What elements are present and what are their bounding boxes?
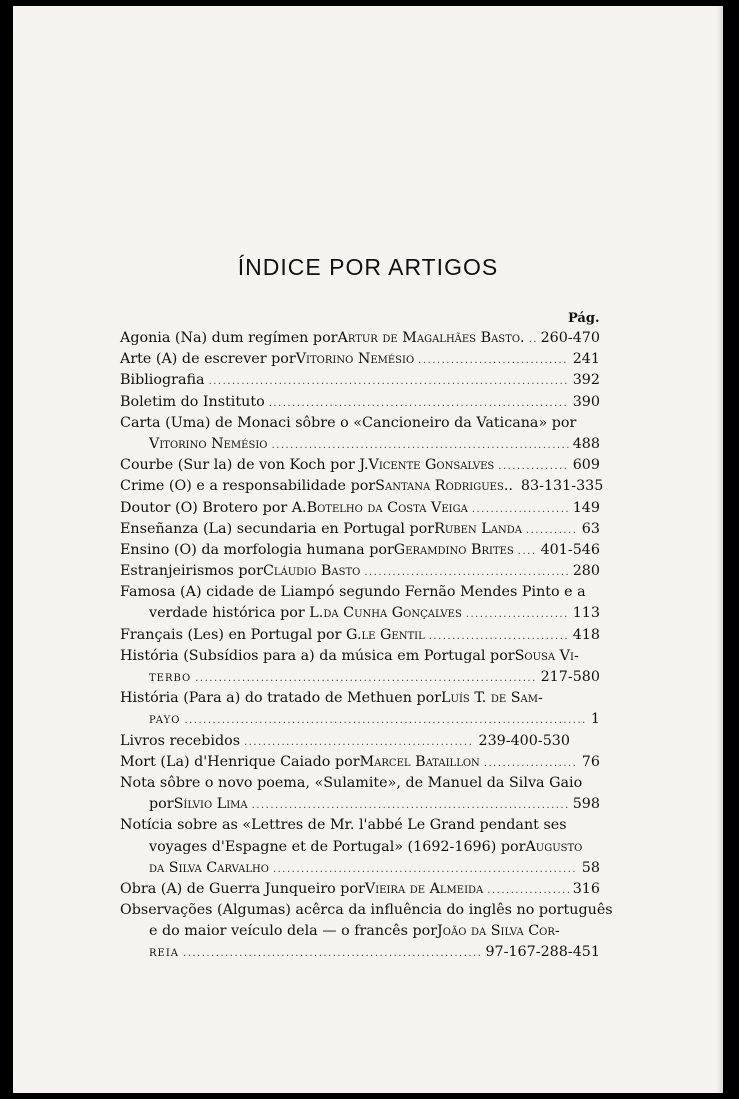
toc-entry bbox=[120, 942, 600, 963]
toc-entry bbox=[120, 625, 600, 646]
entry-title: Boletim do Instituto bbox=[120, 393, 265, 410]
entry-page-number: 1 bbox=[590, 711, 600, 728]
entry-author: Ruben Landa bbox=[434, 520, 522, 537]
toc-entry bbox=[120, 455, 600, 476]
entry-title: voyages d'Espagne et de Portugal» (1692-1696) por bbox=[149, 838, 526, 855]
entry-author: da Cunha Gonçalves bbox=[323, 605, 462, 622]
toc-entry bbox=[120, 328, 600, 349]
entry-author: Cláudio Basto bbox=[262, 563, 361, 580]
entry-author: da Silva Carvalho bbox=[149, 859, 269, 876]
entry-page-number: 83-131-335 bbox=[520, 478, 604, 495]
entry-title: Enseñanza (La) secundaria en Portugal por bbox=[120, 520, 435, 537]
entry-page-number: 97-167-288-451 bbox=[485, 944, 600, 961]
entry-title: Livros recebidos bbox=[120, 732, 241, 749]
entry-author: João da Silva Cor- bbox=[437, 923, 560, 940]
dot-leader bbox=[529, 329, 537, 350]
page-spine-shadow bbox=[717, 6, 723, 1093]
entry-title: e do maior veículo dela — o francês por bbox=[149, 923, 438, 940]
entry-page-number: 418 bbox=[572, 626, 600, 643]
entry-title: Nota sôbre o novo poema, «Sulamite», de Manuel da Silva Gaio bbox=[120, 774, 583, 791]
toc-entry bbox=[120, 731, 600, 752]
dot-leader bbox=[244, 732, 474, 753]
dot-leader bbox=[184, 710, 586, 731]
entry-title: Carta (Uma) de Monaci sôbre o «Cancioneiro da Vaticana» por bbox=[120, 414, 577, 431]
entry-page-number: 241 bbox=[572, 351, 600, 368]
entry-page-number: 390 bbox=[572, 393, 600, 410]
dot-leader bbox=[271, 435, 568, 456]
page-column-label: Pág. bbox=[568, 311, 600, 326]
entry-title: Bibliografia bbox=[120, 372, 205, 389]
page-title: ÍNDICE POR ARTIGOS bbox=[237, 254, 499, 280]
entry-title: TERBO bbox=[149, 673, 192, 684]
toc-entry bbox=[120, 688, 600, 709]
dot-leader bbox=[487, 880, 568, 901]
entry-page-number: 149 bbox=[572, 499, 600, 516]
entry-page-number: 488 bbox=[572, 435, 600, 452]
entry-author: Artur de Magalhães Basto bbox=[337, 330, 521, 346]
entry-page-number: 58 bbox=[581, 859, 600, 876]
entry-page-number: 401-546 bbox=[540, 541, 600, 558]
entry-title: REIA bbox=[149, 948, 180, 960]
toc-list bbox=[120, 328, 613, 964]
dot-leader bbox=[484, 753, 578, 774]
entry-separator: . bbox=[520, 330, 525, 346]
entry-page-number: 113 bbox=[572, 605, 600, 622]
entry-title: Ensino (O) da morfologia humana por bbox=[120, 541, 394, 558]
entry-author: Geramdino Brites bbox=[393, 541, 514, 558]
dot-leader bbox=[209, 371, 569, 392]
entry-page-number: 280 bbox=[572, 563, 600, 580]
entry-title: Obra (A) de Guerra Junqueiro por bbox=[120, 880, 365, 897]
entry-title: Notícia sobre as «Lettres de Mr. l'abbé Le Grand pendant ses bbox=[120, 817, 567, 834]
toc-entry bbox=[120, 900, 613, 921]
toc-entry bbox=[120, 794, 600, 815]
entry-page-number: 598 bbox=[572, 796, 600, 813]
entry-title: Estranjeirismos por bbox=[120, 563, 263, 580]
toc-entry bbox=[120, 815, 600, 836]
dot-leader bbox=[518, 541, 537, 562]
toc-entry bbox=[120, 603, 600, 624]
dot-leader bbox=[195, 668, 536, 689]
entry-page-number: 63 bbox=[581, 520, 600, 537]
dot-leader bbox=[364, 562, 568, 583]
toc-entry bbox=[120, 646, 600, 667]
toc-entry bbox=[120, 413, 600, 434]
entry-title: Arte (A) de escrever por bbox=[120, 351, 296, 368]
entry-title: História (Subsídios para a) da música em Portugal por bbox=[120, 647, 515, 664]
toc-entry bbox=[120, 879, 600, 900]
dot-leader bbox=[273, 859, 578, 880]
entry-title: Crime (O) e a responsabilidade por bbox=[120, 478, 376, 495]
entry-title: verdade histórica por L. bbox=[149, 605, 324, 622]
entry-page-number: 260-470 bbox=[540, 330, 600, 346]
entry-author: Vicente Gonsalves bbox=[368, 457, 495, 474]
dot-leader bbox=[526, 520, 578, 541]
entry-page-number: 316 bbox=[572, 880, 600, 897]
toc-entry bbox=[120, 349, 600, 370]
dot-leader bbox=[429, 626, 569, 647]
dot-leader bbox=[466, 604, 569, 625]
entry-author: Vieira de Almeida bbox=[364, 880, 484, 897]
entry-author: Vitorino Nemésio bbox=[149, 435, 268, 452]
entry-page-number: 609 bbox=[572, 457, 600, 474]
toc-entry bbox=[120, 498, 600, 519]
toc-entry bbox=[120, 519, 600, 540]
entry-title: por bbox=[149, 796, 174, 813]
entry-page-number: 239-400-530 bbox=[478, 732, 570, 749]
entry-title: História (Para a) do tratado de Methuen por bbox=[120, 690, 442, 707]
entry-author: Sousa Vi- bbox=[514, 647, 579, 664]
entry-title: Courbe (Sur la) de von Koch por J. bbox=[120, 457, 369, 474]
toc-entry bbox=[120, 370, 600, 391]
dot-leader bbox=[252, 795, 569, 816]
entry-separator: .. bbox=[503, 478, 513, 495]
entry-author: le Gentil bbox=[361, 626, 425, 643]
entry-author: Augusto bbox=[525, 838, 583, 855]
toc-entry bbox=[120, 858, 600, 879]
entry-author: Vitorino Nemésio bbox=[295, 351, 415, 368]
entry-title: Doutor (O) Brotero por A. bbox=[120, 499, 307, 516]
toc-entry bbox=[120, 561, 600, 582]
entry-title: Français (Les) en Portugal por G. bbox=[120, 626, 362, 643]
entry-title: Famosa (A) cidade de Liampó segundo Fernão Mendes Pinto e a bbox=[120, 584, 586, 601]
entry-author: Santana Rodrigues bbox=[375, 478, 504, 495]
dot-leader bbox=[418, 350, 569, 371]
dot-leader bbox=[498, 456, 568, 477]
entry-author: Sílvio Lima bbox=[173, 796, 248, 813]
entry-page-number: 76 bbox=[581, 753, 600, 770]
toc-entry bbox=[120, 773, 600, 794]
entry-title: Agonia (Na) dum regímen por bbox=[120, 330, 338, 346]
entry-author: Marcel Bataillon bbox=[359, 753, 480, 770]
toc-entry bbox=[120, 582, 600, 603]
dot-leader bbox=[472, 499, 569, 520]
toc-entry bbox=[120, 837, 600, 858]
toc-entry bbox=[120, 709, 600, 730]
entry-title: Mort (La) d'Henrique Caiado por bbox=[120, 753, 360, 770]
entry-page-number: 392 bbox=[572, 372, 600, 389]
toc-entry bbox=[120, 752, 600, 773]
book-page bbox=[13, 6, 723, 1093]
toc-entry bbox=[120, 540, 600, 561]
dot-leader bbox=[269, 393, 569, 414]
toc-entry bbox=[120, 476, 604, 497]
entry-page-number: 217-580 bbox=[540, 669, 600, 685]
entry-title: Observações (Algumas) acêrca da influência do inglês no português bbox=[120, 902, 613, 919]
dot-leader bbox=[183, 943, 481, 964]
toc-entry bbox=[120, 667, 600, 688]
toc-entry bbox=[120, 434, 600, 455]
toc-entry bbox=[120, 921, 600, 942]
entry-author: Botelho da Costa Veiga bbox=[306, 499, 468, 516]
entry-author: Luís T. de Sam- bbox=[441, 690, 543, 707]
entry-title: PAYO bbox=[149, 715, 181, 727]
toc-entry bbox=[120, 392, 600, 413]
